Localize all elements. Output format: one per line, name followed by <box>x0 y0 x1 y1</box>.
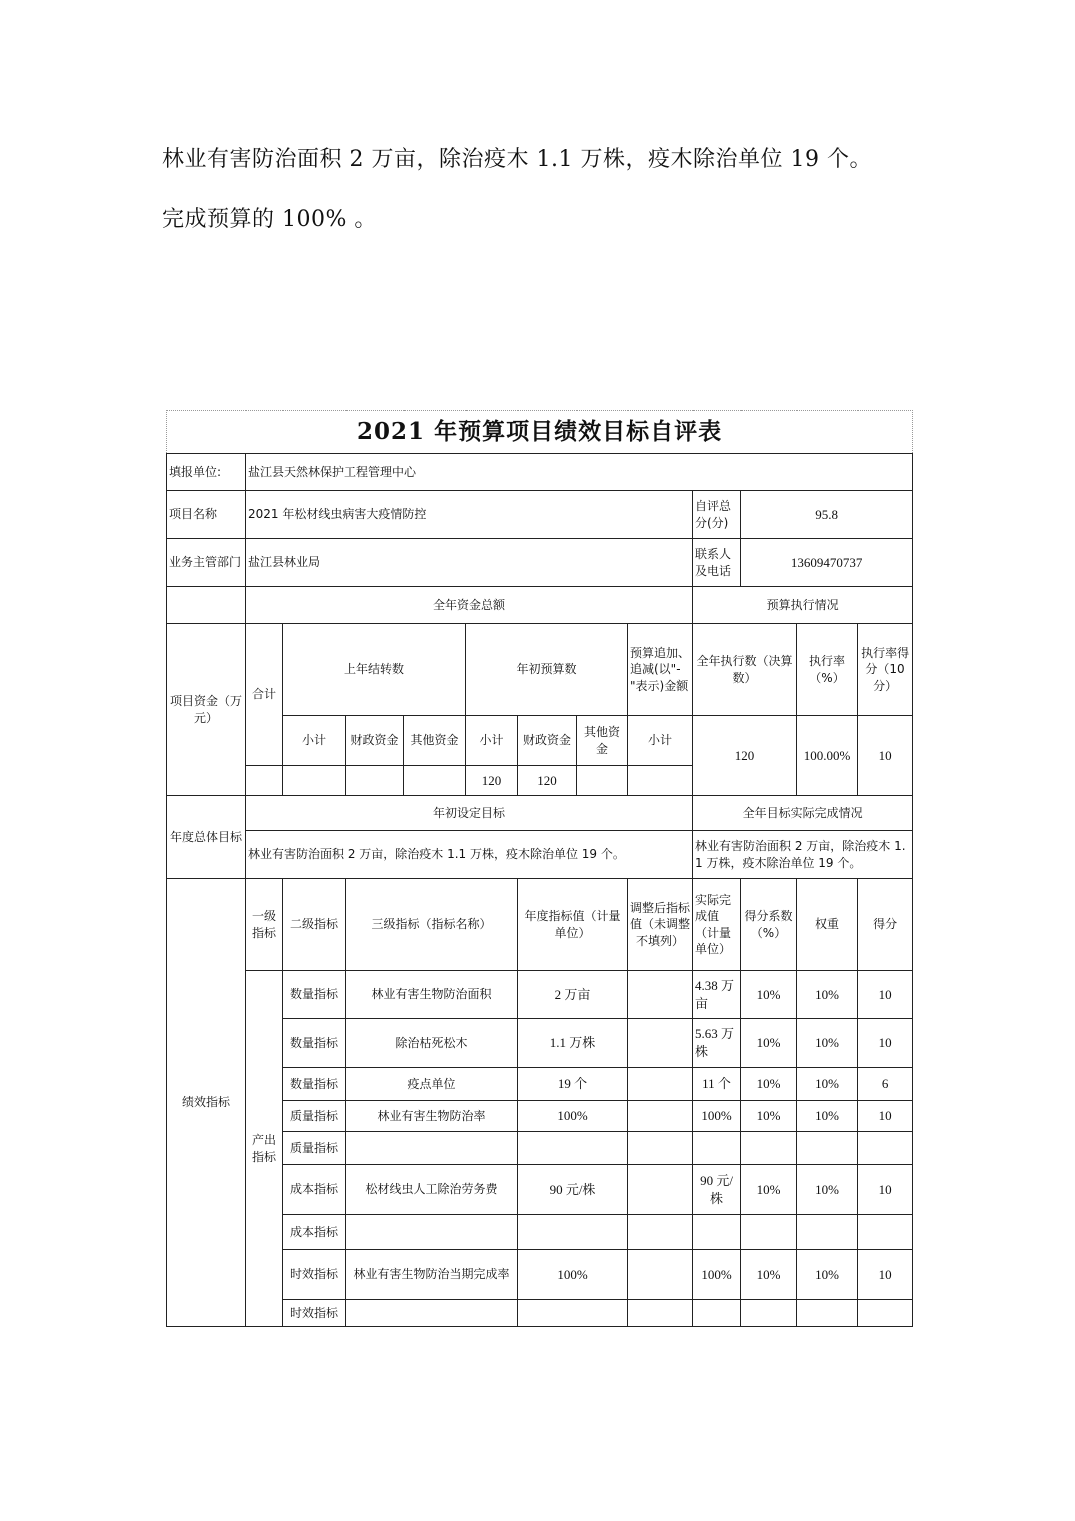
exec-rate-value: 100.00% <box>797 716 858 796</box>
intro-line-2: 完成预算的 100% 。 <box>162 207 377 232</box>
row-adjusted <box>628 1068 693 1101</box>
project-label: 项目名称 <box>167 491 246 539</box>
row-annual <box>518 1300 628 1327</box>
row-l2: 成本指标 <box>283 1165 346 1215</box>
col-score: 得分 <box>858 879 913 971</box>
initial-other-header: 其他资金 <box>577 716 628 766</box>
budget-adjust-header: 预算追加、追减(以"-"表示)金额 <box>628 624 693 716</box>
row-adjusted <box>628 971 693 1019</box>
row-adjusted <box>628 1300 693 1327</box>
initial-budget-header: 年初预算数 <box>466 624 628 716</box>
row-coef: 10% <box>741 1250 797 1300</box>
row-score <box>858 1215 913 1250</box>
row-weight: 10% <box>797 1101 858 1132</box>
project-value: 2021 年松材线虫病害大疫情防控 <box>246 491 693 539</box>
exec-rate-header: 执行率（%） <box>797 624 858 716</box>
row-annual: 100% <box>518 1101 628 1132</box>
initial-subtotal-value: 120 <box>466 766 518 796</box>
col-level2: 二级指标 <box>283 879 346 971</box>
col-score-coef: 得分系数（%） <box>741 879 797 971</box>
row-score: 10 <box>858 1101 913 1132</box>
col-adjusted-value: 调整后指标值（未调整不填列） <box>628 879 693 971</box>
contact-value: 13609470737 <box>741 539 913 587</box>
row-l3: 林业有害生物防治面积 <box>346 971 518 1019</box>
heji-header: 合计 <box>246 624 283 766</box>
dept-label: 业务主管部门 <box>167 539 246 587</box>
row-l3: 除治枯死松木 <box>346 1019 518 1068</box>
initial-goal-header: 年初设定目标 <box>246 796 693 831</box>
adjust-subtotal-header: 小计 <box>628 716 693 766</box>
initial-subtotal-header: 小计 <box>466 716 518 766</box>
row-adjusted <box>628 1250 693 1300</box>
col-actual-value: 实际完成值（计量单位） <box>693 879 741 971</box>
row-weight: 10% <box>797 1250 858 1300</box>
row-actual: 11 个 <box>693 1068 741 1101</box>
heji-value <box>246 766 283 796</box>
row-actual <box>693 1300 741 1327</box>
row-annual: 90 元/株 <box>518 1165 628 1215</box>
score-label: 自评总分(分) <box>693 491 741 539</box>
intro-line-1: 林业有害防治面积 2 万亩，除治疫木 1.1 万株，疫木除治单位 19 个。 <box>162 147 872 172</box>
contact-label: 联系人及电话 <box>693 539 741 587</box>
overall-goal-label: 年度总体目标 <box>167 796 246 879</box>
row-actual: 4.38 万亩 <box>693 971 741 1019</box>
row-l3 <box>346 1215 518 1250</box>
row-annual: 1.1 万株 <box>518 1019 628 1068</box>
row-l2: 时效指标 <box>283 1300 346 1327</box>
row-l3: 疫点单位 <box>346 1068 518 1101</box>
funds-label: 项目资金（万元） <box>167 624 246 796</box>
row-actual: 90 元/株 <box>693 1165 741 1215</box>
col-level1: 一级指标 <box>246 879 283 971</box>
row-coef <box>741 1132 797 1165</box>
row-weight <box>797 1132 858 1165</box>
row-l2: 时效指标 <box>283 1250 346 1300</box>
actual-goal-header: 全年目标实际完成情况 <box>693 796 913 831</box>
row-actual: 100% <box>693 1101 741 1132</box>
row-weight <box>797 1300 858 1327</box>
row-coef <box>741 1215 797 1250</box>
row-weight: 10% <box>797 971 858 1019</box>
row-actual <box>693 1215 741 1250</box>
prev-other-header: 其他资金 <box>404 716 466 766</box>
output-label: 产出指标 <box>246 971 283 1327</box>
row-l2: 成本指标 <box>283 1215 346 1250</box>
row-l3 <box>346 1132 518 1165</box>
performance-self-evaluation-table <box>166 410 913 1327</box>
prev-subtotal-header: 小计 <box>283 716 346 766</box>
row-l3: 林业有害生物防治率 <box>346 1101 518 1132</box>
col-weight: 权重 <box>797 879 858 971</box>
row-annual: 2 万亩 <box>518 971 628 1019</box>
funds-total-header: 全年资金总额 <box>246 587 693 624</box>
row-adjusted <box>628 1165 693 1215</box>
prev-subtotal-value <box>283 766 346 796</box>
row-actual: 5.63 万株 <box>693 1019 741 1068</box>
row-coef: 10% <box>741 1165 797 1215</box>
row-actual: 100% <box>693 1250 741 1300</box>
annual-exec-value: 120 <box>693 716 797 796</box>
row-l2: 数量指标 <box>283 1019 346 1068</box>
row-adjusted <box>628 1132 693 1165</box>
row-score: 6 <box>858 1068 913 1101</box>
score-value: 95.8 <box>741 491 913 539</box>
budget-exec-header: 预算执行情况 <box>693 587 913 624</box>
row-adjusted <box>628 1019 693 1068</box>
row-score: 10 <box>858 1019 913 1068</box>
adjust-value <box>628 766 693 796</box>
row-l3: 林业有害生物防治当期完成率 <box>346 1250 518 1300</box>
row-actual <box>693 1132 741 1165</box>
row-l3 <box>346 1300 518 1327</box>
row-adjusted <box>628 1101 693 1132</box>
row-l2: 质量指标 <box>283 1101 346 1132</box>
prev-fiscal-value <box>346 766 404 796</box>
row-adjusted <box>628 1215 693 1250</box>
col-annual-value: 年度指标值（计量单位） <box>518 879 628 971</box>
row-score: 10 <box>858 1165 913 1215</box>
prev-other-value <box>404 766 466 796</box>
annual-exec-header: 全年执行数（决算数） <box>693 624 797 716</box>
row-score <box>858 1132 913 1165</box>
prev-fiscal-header: 财政资金 <box>346 716 404 766</box>
row-l2: 数量指标 <box>283 1068 346 1101</box>
prev-carryover-header: 上年结转数 <box>283 624 466 716</box>
row-weight: 10% <box>797 1165 858 1215</box>
row-coef: 10% <box>741 1101 797 1132</box>
empty-cell <box>167 587 246 624</box>
table-row <box>167 971 913 1019</box>
initial-goal-text: 林业有害防治面积 2 万亩，除治疫木 1.1 万株，疫木除治单位 19 个。 <box>246 831 693 879</box>
row-annual <box>518 1215 628 1250</box>
row-l2: 数量指标 <box>283 971 346 1019</box>
row-annual: 100% <box>518 1250 628 1300</box>
unit-value: 盐江县天然林保护工程管理中心 <box>246 454 913 491</box>
row-coef: 10% <box>741 1068 797 1101</box>
exec-score-header: 执行率得分（10 分） <box>858 624 913 716</box>
row-coef: 10% <box>741 971 797 1019</box>
actual-goal-text: 林业有害防治面积 2 万亩，除治疫木 1.1 万株，疫木除治单位 19 个。 <box>693 831 913 879</box>
row-coef: 10% <box>741 1019 797 1068</box>
row-l2: 质量指标 <box>283 1132 346 1165</box>
row-coef <box>741 1300 797 1327</box>
table-title: 2021 年预算项目绩效目标自评表 <box>167 411 913 454</box>
dept-value: 盐江县林业局 <box>246 539 693 587</box>
row-weight: 10% <box>797 1068 858 1101</box>
row-score: 10 <box>858 1250 913 1300</box>
row-annual <box>518 1132 628 1165</box>
initial-fiscal-value: 120 <box>518 766 577 796</box>
row-annual: 19 个 <box>518 1068 628 1101</box>
performance-table-container <box>166 410 912 1327</box>
initial-fiscal-header: 财政资金 <box>518 716 577 766</box>
perf-label: 绩效指标 <box>167 879 246 1327</box>
exec-score-value: 10 <box>858 716 913 796</box>
row-weight: 10% <box>797 1019 858 1068</box>
row-score: 10 <box>858 971 913 1019</box>
unit-label: 填报单位: <box>167 454 246 491</box>
row-l3: 松材线虫人工除治劳务费 <box>346 1165 518 1215</box>
row-score <box>858 1300 913 1327</box>
row-weight <box>797 1215 858 1250</box>
col-level3: 三级指标（指标名称） <box>346 879 518 971</box>
initial-other-value <box>577 766 628 796</box>
